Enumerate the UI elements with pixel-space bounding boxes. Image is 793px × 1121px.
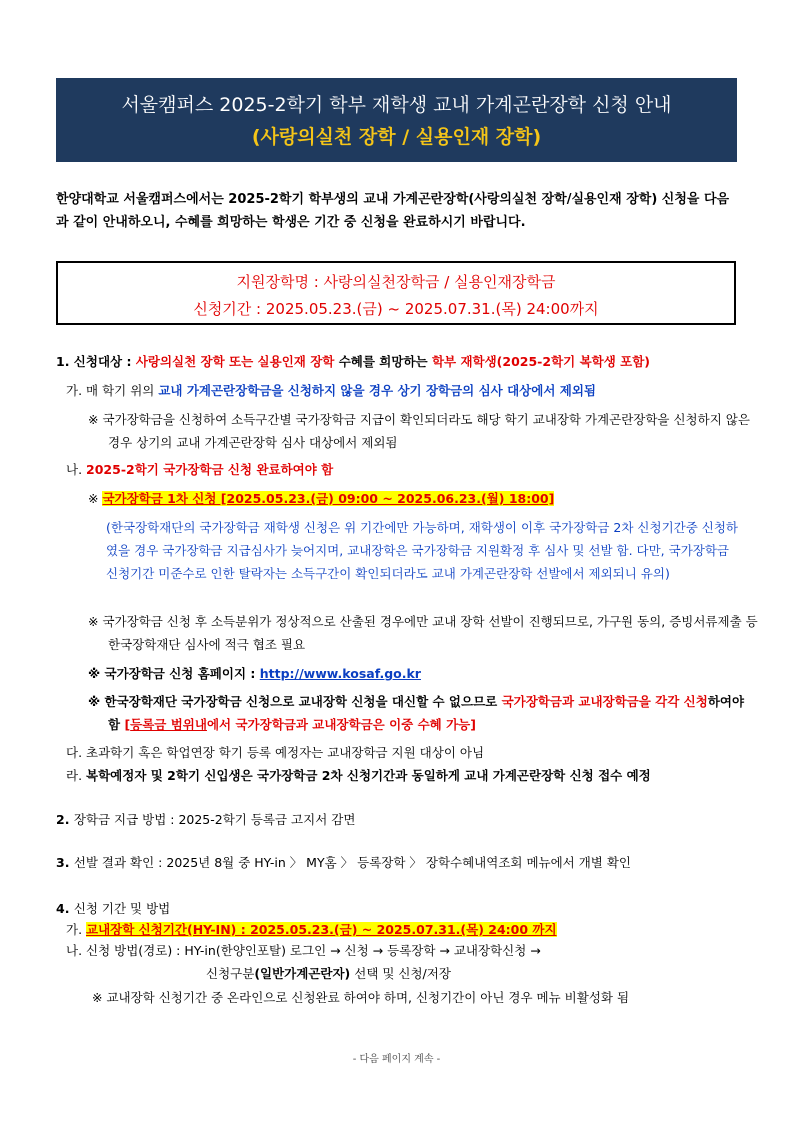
section-1-note-1: ※ 국가장학금을 신청하여 소득구간별 국가장학금 지급이 확인되더라도 해당 학기 교내장학 가계곤란장학을 신청하지 않은 경우 상기의 교내 가계곤란장학 심사 대상에서 제외됨 xyxy=(88,412,750,450)
section-1-heading: 1. 신청대상 : 사랑의실천 장학 또는 실용인재 장학 수혜를 희망하는 학부 재학생(2025-2학기 복학생 포함) xyxy=(56,354,651,369)
section-1-note-4: ※ 국가장학금 신청 홈페이지 : http://www.kosaf.go.kr xyxy=(88,666,421,681)
section-4-na-line-1: 나. 신청 방법(경로) : HY-in(한양인포탈) 로그인 → 신청 → 등록장학 → 교내장학신청 → xyxy=(66,943,541,958)
section-1-da: 다. 초과학기 혹은 학업연장 학기 등록 예정자는 교내장학금 지원 대상이 아님 xyxy=(66,745,485,760)
summary-box xyxy=(56,261,736,325)
section-3: 3. 선발 결과 확인 : 2025년 8월 중 HY-in 〉 MY홈 〉 등록장학 〉 장학수혜내역조회 메뉴에서 개별 확인 xyxy=(56,855,631,870)
kosaf-link[interactable]: http://www.kosaf.go.kr xyxy=(259,666,421,681)
section-1-ra: 라. 복학예정자 및 2학기 신입생은 국가장학금 2차 신청기간과 동일하게 교내 가계곤란장학 신청 접수 예정 xyxy=(66,768,651,783)
section-1-blue-note: (한국장학재단의 국가장학금 재학생 신청은 위 기간에만 가능하며, 재학생이 이후 국가장학금 2차 신청기간중 신청하였을 경우 국가장학금 지급심사가 늦어지며, 교내장학은 국가장학금 지원확정 후 심사 및 선발 함. 다만, 국가장학금 신청기간 미준수로 인한 탈락자는 소득구간이 확인되더라도 교내 가계곤란장학 선발에서 제외되니 유의) xyxy=(106,520,739,581)
page-title: 서울캠퍼스 2025-2학기 학부 재학생 교내 가계곤란장학 신청 안내 xyxy=(121,94,672,116)
application-period: 신청기간 : 2025.05.23.(금) ~ 2025.07.31.(목) 24:00까지 xyxy=(193,300,599,318)
scholarship-name: 지원장학명 : 사랑의실천장학금 / 실용인재장학금 xyxy=(236,273,556,291)
intro-paragraph: 한양대학교 서울캠퍼스에서는 2025-2학기 학부생의 교내 가계곤란장학(사랑의실천 장학/실용인재 장학) 신청을 다음과 같이 안내하오니, 수혜를 희망하는 학생은 기간 중 신청을 완료하시기 바랍니다. xyxy=(56,192,730,230)
page-footer: - 다음 페이지 계속 - xyxy=(352,1054,441,1065)
section-4-heading: 4. 신청 기간 및 방법 xyxy=(56,901,171,916)
section-1-na: 나. 2025-2학기 국가장학금 신청 완료하여야 함 xyxy=(66,462,334,477)
section-4-ga: 가. 교내장학 신청기간(HY-IN) : 2025.05.23.(금) ~ 2025.07.31.(목) 24:00 까지 xyxy=(66,922,557,937)
section-1-note-3: ※ 국가장학금 신청 후 소득분위가 정상적으로 산출된 경우에만 교내 장학 선발이 진행되므로, 가구원 동의, 증빙서류제출 등 한국장학재단 심사에 적극 협조 필요 xyxy=(88,614,758,652)
page-subtitle: (사랑의실천 장학 / 실용인재 장학) xyxy=(251,126,542,148)
section-1-note-2: ※ 국가장학금 1차 신청 [2025.05.23.(금) 09:00 ~ 2025.06.23.(월) 18:00] xyxy=(88,491,555,506)
section-4-na-line-2: 신청구분(일반가계곤란자) 선택 및 신청/저장 xyxy=(206,966,451,981)
section-1-ga: 가. 매 학기 위의 교내 가계곤란장학금을 신청하지 않을 경우 상기 장학금의 심사 대상에서 제외됨 xyxy=(66,383,596,398)
section-4-note: ※ 교내장학 신청기간 중 온라인으로 신청완료 하여야 하며, 신청기간이 아닌 경우 메뉴 비활성화 됨 xyxy=(92,990,630,1005)
section-1-note-5: ※ 한국장학재단 국가장학금 신청으로 교내장학 신청을 대신할 수 없으므로 국가장학금과 교내장학금을 각각 신청하여야 함 [등록금 범위내에서 국가장학금과 교내장학금은 이중 수혜 가능] xyxy=(88,694,745,732)
title-banner xyxy=(56,78,737,162)
section-2: 2. 장학금 지급 방법 : 2025-2학기 등록금 고지서 감면 xyxy=(56,812,356,827)
